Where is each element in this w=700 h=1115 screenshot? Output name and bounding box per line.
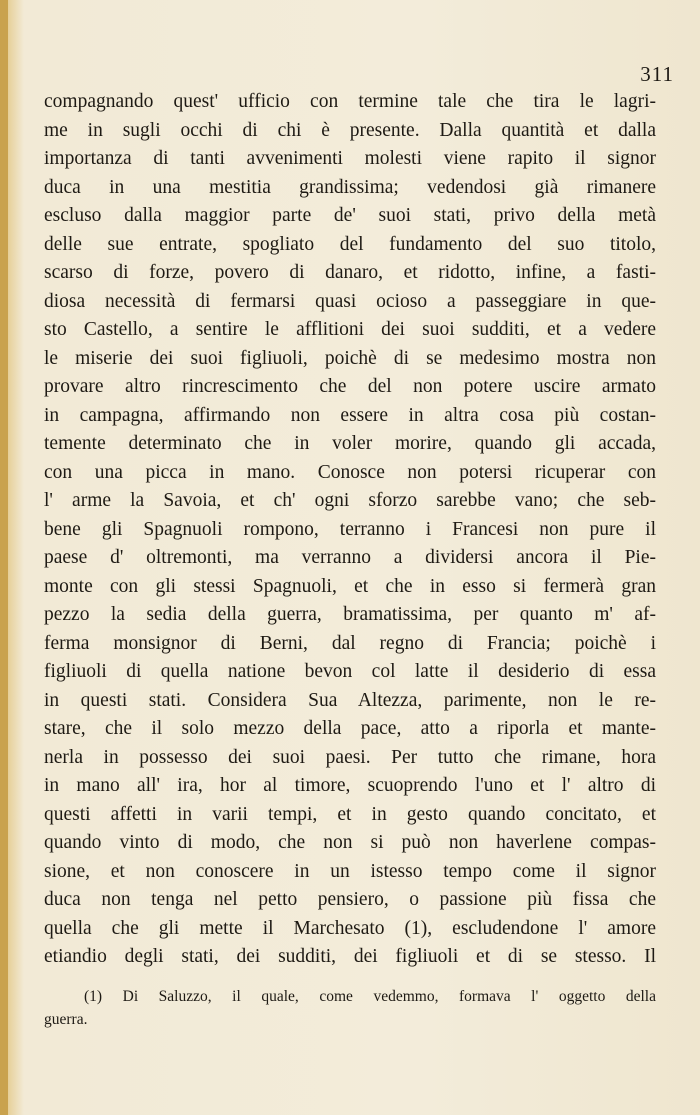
text-line: con una picca in mano. Conosce non potersi ricuperar con — [44, 461, 656, 483]
body-text — [44, 88, 656, 972]
text-line: diosa necessità di fermarsi quasi ocioso a passeggiare in que- — [44, 290, 656, 312]
text-line: sto Castello, a sentire le afflitioni dei suoi sudditi, et a vedere — [44, 319, 656, 340]
text-line: le miserie dei suoi figliuoli, poichè di se medesimo mostra non — [44, 347, 656, 369]
text-line: quella che gli mette il Marchesato (1), escludendone l' amore — [44, 917, 656, 939]
text-line: l' arme la Savoia, et ch' ogni sforzo sarebbe vano; che seb- — [44, 490, 656, 511]
text-line: in mano all' ira, hor al timore, scuoprendo l'uno et l' altro di — [44, 775, 656, 796]
text-line: monte con gli stessi Spagnuoli, et che in esso si fermerà gran — [44, 575, 656, 597]
text-line: in campagna, affirmando non essere in altra cosa più costan- — [44, 404, 656, 426]
text-line: temente determinato che in voler morire, quando gli accada, — [44, 433, 656, 454]
footnote — [44, 985, 656, 1031]
page-binding-edge — [0, 0, 8, 1115]
text-line: figliuoli di quella natione bevon col latte il desiderio di essa — [44, 661, 656, 682]
footnote-line: guerra. — [44, 1011, 88, 1028]
text-line: importanza di tanti avvenimenti molesti viene rapito il signor — [44, 148, 656, 169]
page-number: 311 — [640, 62, 674, 86]
text-line: compagnando quest' ufficio con termine tale che tira le lagri- — [44, 91, 656, 112]
text-line: duca non tenga nel petto pensiero, o passione più fissa che — [44, 889, 656, 910]
text-line: duca in una mestitia grandissima; vedendosi già rimanere — [44, 176, 656, 198]
text-line: scarso di forze, povero di danaro, et ridotto, infine, a fasti- — [44, 262, 656, 283]
text-line: delle sue entrate, spogliato del fundamento del suo titolo, — [44, 233, 656, 255]
text-line: provare altro rincrescimento che del non potere uscire armato — [44, 376, 656, 397]
text-line: me in sugli occhi di chi è presente. Dalla quantità et dalla — [44, 119, 656, 141]
text-line: paese d' oltremonti, ma verranno a dividersi ancora il Pie- — [44, 547, 656, 568]
text-line: etiandio degli stati, dei sudditi, dei figliuoli et di se stesso. Il — [44, 946, 656, 967]
text-line: sione, et non conoscere in un istesso tempo come il signor — [44, 860, 656, 882]
text-line: stare, che il solo mezzo della pace, atto a riporla et mante- — [44, 718, 656, 739]
footnote-line: (1) Di Saluzzo, il quale, come vedemmo, formava l' oggetto della — [84, 988, 656, 1005]
text-line: nerla in possesso dei suoi paesi. Per tutto che rimane, hora — [44, 746, 656, 768]
text-line: questi affetti in varii tempi, et in gesto quando concitato, et — [44, 803, 656, 825]
text-line: ferma monsignor di Berni, dal regno di Francia; poichè i — [44, 632, 656, 654]
text-line: pezzo la sedia della guerra, bramatissima, per quanto m' af- — [44, 604, 656, 625]
text-line: quando vinto di modo, che non si può non haverlene compas- — [44, 832, 656, 853]
text-line: bene gli Spagnuoli rompono, terranno i Francesi non pure il — [44, 518, 656, 540]
text-line: in questi stati. Considera Sua Altezza, parimente, non le re- — [44, 689, 656, 711]
text-line: escluso dalla maggior parte de' suoi stati, privo della metà — [44, 205, 656, 226]
